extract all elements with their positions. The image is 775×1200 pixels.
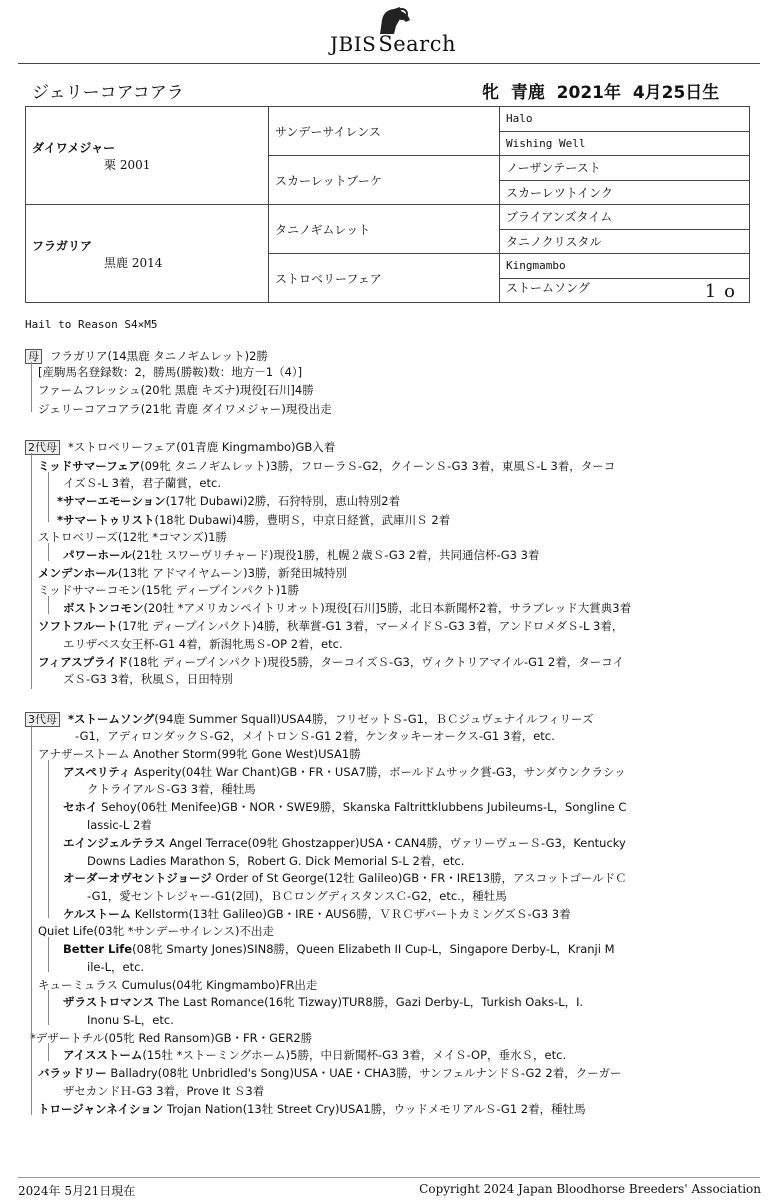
footer-divider	[18, 1177, 760, 1178]
record-line: ストロベリーズ(12牝 *コマンズ)1勝	[38, 530, 227, 544]
record-line: 母 フラガリア(14黒鹿 タニノギムレット)2勝	[25, 348, 268, 364]
record-line: イズＳ-L 3着，君子蘭賞，etc.	[63, 476, 221, 490]
pedigree-dam	[26, 205, 269, 303]
copyright: Copyright 2024 Japan Bloodhorse Breeders' Association	[419, 1182, 761, 1196]
record-line: Quiet Life(03牝 *サンデーサイレンス)不出走	[38, 924, 274, 938]
record-line: ファームフレッシュ(20牝 黒鹿 キズナ)現役[石川]4勝	[38, 383, 314, 397]
record-line: ジェリーコアコアラ(21牝 青鹿 ダイワメジャー)現役出走	[38, 402, 332, 416]
record-line: ケルストーム Kellstorm(13牡 Galileo)GB・IRE・AUS6勝，ＶＲＣザバートカミングズＳ-G3 3着	[63, 907, 571, 921]
record-line: -G1，アディロンダックＳ-G2，メイトロンＳ-G1 2着，ケンタッキーオークス-G1 3着，etc.	[75, 729, 555, 743]
record-line: エインジェルテラス Angel Terrace(09牝 Ghostzapper)USA・CAN4勝，ヴァリーヴューＳ-G3，Kentucky	[63, 836, 626, 850]
section-tag-gen3: 3代母	[25, 712, 60, 727]
pedigree-dam-dam: ストロベリーフェア	[269, 254, 500, 303]
record-line: キューミュラス Cumulus(04牝 Kingmambo)FR出走	[38, 978, 318, 992]
record-line: *サマートゥリスト(18牝 Dubawi)4勝，豊明Ｓ，中京日経賞，武庫川Ｓ 2着	[57, 513, 451, 527]
record-line: lassic-L 2着	[87, 818, 152, 832]
tree-connector	[48, 596, 49, 614]
tree-connector	[31, 725, 32, 1115]
record-line: メンデンホール(13牝 アドマイヤムーン)3勝，新発田城特別	[38, 566, 347, 580]
as-of-date: 2024年 5月21日現在	[18, 1184, 136, 1198]
record-line: Inonu S-L，etc.	[87, 1013, 174, 1027]
pedigree-g3-cell: スカーレツトインク	[500, 180, 750, 205]
record-line: Downs Ladies Marathon S，Robert G. Dick Memorial S-L 2着，etc.	[87, 854, 465, 868]
record-line: Better Life(08牝 Smarty Jones)SIN8勝，Queen Elizabeth II Cup-L，Singapore Derby-L，Kranji M	[63, 942, 615, 956]
pedigree-dam-sire: タニノギムレット	[269, 205, 500, 254]
tree-connector	[48, 543, 49, 561]
pedigree-g3-cell: タニノクリスタル	[500, 229, 750, 254]
jbis-logo	[300, 6, 480, 56]
tree-connector	[48, 472, 49, 522]
logo-text: JBISSearch	[330, 32, 456, 56]
record-line: ソフトフルート(17牝 ディープインパクト)4勝，秋華賞-G1 3着，マーメイドＳ-G3 3着，アンドロメダＳ-L 3着，	[38, 619, 624, 633]
family-number: 1o	[704, 280, 743, 302]
pedigree-g3-cell: ノーザンテースト	[500, 156, 750, 181]
record-line: ボストンコモン(20牡 *アメリカンペイトリオット)現役[石川]5勝，北日本新聞杯2着，サラブレッド大賞典3着	[63, 601, 632, 615]
record-line: ザラストロマンス The Last Romance(16牝 Tizway)TUR8勝，Gazi Derby-L，Turkish Oaks-L，I.	[63, 995, 584, 1009]
record-line: バラッドリー Balladry(08牝 Unbridled's Song)USA・UAE・CHA3勝，サンフェルナンドＳ-G2 2着，クーガー	[38, 1066, 622, 1080]
record-line: [産駒馬名登録数：2，勝馬(勝鞍)数：地方－1（4）]	[38, 365, 303, 379]
record-line: フィアスプライド(18牝 ディープインパクト)現役5勝，ターコイズＳ-G3，ヴィクトリアマイル-G1 2着，ターコイ	[38, 655, 624, 669]
sire-name: ダイワメジャー	[32, 140, 116, 155]
section-tag-dam: 母	[25, 349, 42, 364]
record-line: トロージャンネイション Trojan Nation(13牡 Street Cry)USA1勝，ウッドメモリアルＳ-G1 2着，種牡馬	[38, 1102, 586, 1116]
pedigree-sire-dam: スカーレットブーケ	[269, 156, 500, 205]
pedigree-g3-cell: ブライアンズタイム	[500, 205, 750, 230]
record-line: セホイ Sehoy(06牡 Menifee)GB・NOR・SWE9勝，Skanska Faltrittklubbens Jubileums-L，Songline C	[63, 800, 627, 814]
dam-color-year: 黒鹿 2014	[104, 255, 163, 270]
pedigree-g3-cell: Kingmambo	[500, 254, 750, 279]
header-divider	[18, 63, 760, 64]
record-line: オーダーオヴセントジョージ Order of St George(12牡 Galileo)GB・FR・IRE13勝，アスコットゴールドＣ	[63, 871, 627, 885]
record-line: ミッドサマーフェア(09牝 タニノギムレット)3勝，フローラＳ-G2，クイーンＳ-G3 3着，東風Ｓ-L 3着，ターコ	[38, 459, 616, 473]
pedigree-g3-cell: ストームソング 1o	[500, 278, 750, 303]
tree-connector	[31, 453, 32, 689]
record-line: ミッドサマーコモン(15牝 ディープインパクト)1勝	[38, 583, 300, 597]
pedigree-g3-cell: Wishing Well	[500, 131, 750, 156]
record-line: パワーホール(21牡 スワーヴリチャード)現役1勝，札幌２歳Ｓ-G3 2着，共同通信杯-G3 3着	[63, 548, 540, 562]
pedigree-sire	[26, 107, 269, 205]
record-line: アナザーストーム Another Storm(99牝 Gone West)USA1勝	[38, 747, 361, 761]
horse-name: ジェリーコアコアラ	[32, 83, 184, 103]
dam-name: フラガリア	[32, 238, 93, 253]
pedigree-sire-sire: サンデーサイレンス	[269, 107, 500, 156]
sire-color-year: 栗 2001	[104, 157, 151, 172]
record-line: 2代母 *ストロベリーフェア(01青鹿 Kingmambo)GB入着	[25, 439, 335, 455]
tree-connector	[31, 362, 32, 412]
tree-connector	[48, 937, 49, 972]
record-line: -G1，愛セントレジャー-G1(2回)，ＢＣロングディスタンスＣ-G2，etc.，種牡馬	[87, 889, 507, 903]
pedigree-table	[25, 106, 750, 303]
tree-connector	[48, 760, 49, 918]
record-line: ズＳ-G3 3着，秋風Ｓ，日田特別	[63, 672, 233, 686]
record-line: エリザベス女王杯-G1 4着，新潟牝馬Ｓ-OP 2着，etc.	[63, 637, 343, 651]
tree-connector	[48, 990, 49, 1025]
tree-connector	[48, 1043, 49, 1061]
inbreeding-note: Hail to Reason S4×M5	[25, 318, 158, 331]
record-line: *サマーエモーション(17牝 Dubawi)2勝，石狩特別，恵山特別2着	[57, 494, 401, 508]
horse-sex-color-birthdate: 牝 青鹿 2021年 4月25日生	[482, 83, 720, 103]
record-line: ザセカンドＨ-G3 3着，Prove It Ｓ3着	[63, 1084, 265, 1098]
record-line: クトライアルＳ-G3 3着，種牡馬	[87, 782, 256, 796]
record-line: アスペリティ Asperity(04牡 War Chant)GB・FR・USA7勝，ボールドムサック賞-G3，サンダウンクラシッ	[63, 765, 626, 779]
record-line: アイスストーム(15牡 *ストーミングホーム)5勝，中日新聞杯-G3 3着，メイＳ-OP，垂水Ｓ，etc.	[63, 1048, 567, 1062]
record-line: *デザートチル(05牝 Red Ransom)GB・FR・GER2勝	[30, 1031, 313, 1045]
record-line: ile-L，etc.	[87, 960, 145, 974]
section-tag-gen2: 2代母	[25, 440, 60, 455]
record-line: 3代母 *ストームソング(94鹿 Summer Squall)USA4勝，フリゼットＳ-G1，ＢＣジュヴェナイルフィリーズ	[25, 711, 593, 727]
pedigree-g3-cell: Halo	[500, 107, 750, 132]
